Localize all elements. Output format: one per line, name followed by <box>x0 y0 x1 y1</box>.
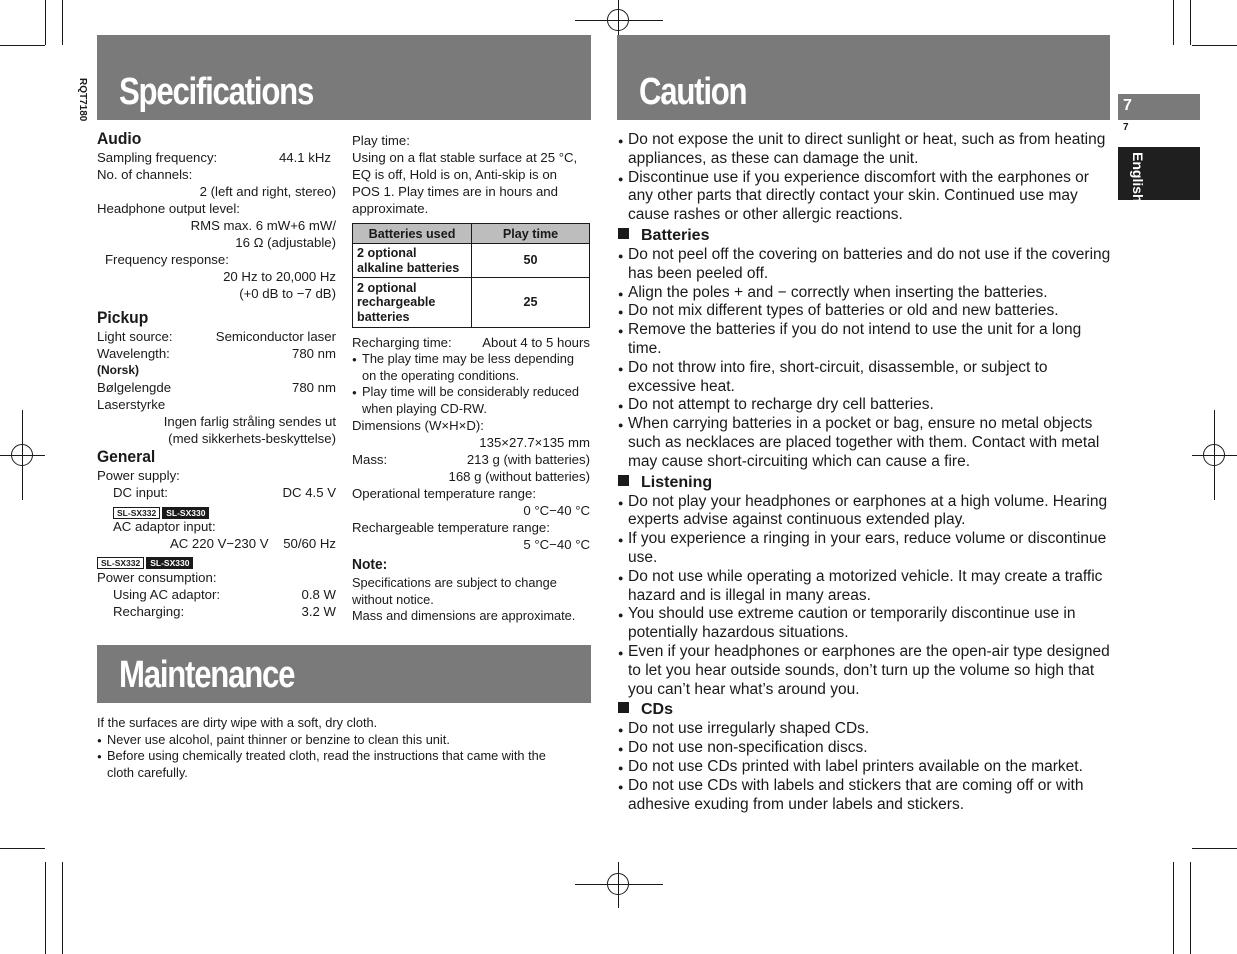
operational-temp-value: 0 °C−40 °C <box>523 503 590 518</box>
wavelength-row <box>97 345 336 362</box>
recharging-time-value: About 4 to 5 hours <box>482 335 590 350</box>
note-text: Mass and dimensions are approximate. <box>352 608 576 623</box>
caution-banner <box>617 35 1110 120</box>
note-text: without notice. <box>352 591 434 607</box>
time-cell: 25 <box>472 278 590 328</box>
using-ac-label: Using AC adaptor: <box>113 587 221 602</box>
rechargeable-temp-value: 5 °C−40 °C <box>523 537 590 552</box>
caution-item: ● Do not use non-specification discs. <box>618 739 1113 758</box>
mass-value: 168 g (without batteries) <box>448 469 590 484</box>
caution-item: ● If you experience a ringing in your ears, reduce volume or discontinue use. <box>618 530 1113 568</box>
caution-item: ● When carrying batteries in a pocket or bag, ensure no metal objects such as necklaces are placed together with them. Contact with metal may cause short-circuiting which can cause a fire. <box>618 415 1113 471</box>
dc-input-row <box>97 484 336 501</box>
crop-mark <box>0 45 45 46</box>
specifications-banner <box>97 35 591 120</box>
maintenance-bullet: ● Never use alcohol, paint thinner or benzine to clean this unit. <box>97 732 587 749</box>
maintenance-bullet <box>97 748 587 781</box>
play-time-desc: approximate. <box>352 201 429 216</box>
power-consumption-label: Power consumption: <box>97 570 217 585</box>
batteries-list <box>618 246 1113 472</box>
caution-item: ● Do not use irregularly shaped CDs. <box>618 720 1113 739</box>
battery-text: rechargeable <box>357 295 436 310</box>
crop-mark <box>62 862 63 954</box>
maintenance-body <box>97 715 587 781</box>
headphone-value: 16 Ω (adjustable) <box>235 235 336 250</box>
recharging-time-row <box>352 334 590 351</box>
caution-item: ● Do not use CDs printed with label printers available on the market. <box>618 758 1113 777</box>
model-badge: SL-SX332 <box>97 557 144 569</box>
operational-temp-label: Operational temperature range: <box>352 486 537 501</box>
cds-heading <box>618 700 1113 720</box>
maintenance-intro: If the surfaces are dirty wipe with a soft, dry cloth. <box>97 715 378 730</box>
dc-input-label: DC input: <box>113 485 168 500</box>
crop-mark <box>62 0 63 45</box>
recharging-time-label: Recharging time: <box>352 335 452 350</box>
section-square-icon <box>618 702 629 713</box>
battery-text: 2 optional <box>357 280 417 295</box>
note-text: when playing CD-RW. <box>362 400 487 416</box>
play-time-label: Play time: <box>352 133 410 148</box>
batteries-heading-text: Batteries <box>641 226 710 244</box>
general-heading: General <box>97 447 156 466</box>
battery-cell <box>353 244 472 278</box>
model-badge: SL-SX330 <box>146 557 193 569</box>
listening-list <box>618 493 1113 700</box>
page-number-small: 7 <box>1123 122 1129 133</box>
laserstyrke-value: (med sikkerhets-beskyttelse) <box>168 431 336 446</box>
channels-label: No. of channels: <box>97 167 193 182</box>
specs-right-column <box>352 132 590 625</box>
table-header-row <box>353 224 590 244</box>
table-row <box>353 244 590 278</box>
cds-list <box>618 720 1113 814</box>
play-time-table <box>352 223 590 328</box>
sampling-row <box>97 149 336 166</box>
language-label: English <box>1130 152 1146 203</box>
dc-input-value: DC 4.5 V <box>282 485 336 500</box>
note-text: Specifications are subject to change <box>352 575 557 590</box>
bolgelengde-value: 780 nm <box>292 380 336 395</box>
language-tab <box>1118 147 1200 203</box>
battery-cell <box>353 278 472 328</box>
audio-heading: Audio <box>97 129 142 148</box>
caution-item: ● Remove the batteries if you do not intend to use the unit for a long time. <box>618 321 1113 359</box>
play-time-desc: Using on a flat stable surface at 25 °C, <box>352 150 578 165</box>
wavelength-value: 780 nm <box>292 346 336 361</box>
registration-mark <box>607 9 629 31</box>
mass-row <box>352 451 590 468</box>
maintenance-bullet-text: cloth carefully. <box>107 764 188 780</box>
light-source-row <box>97 328 336 345</box>
using-ac-value: 0.8 W <box>301 587 336 602</box>
crop-mark <box>45 862 46 954</box>
play-time-desc: POS 1. Play times are in hours and <box>352 184 558 199</box>
maintenance-title: Maintenance <box>119 654 295 696</box>
note-text: The play time may be less depending <box>362 351 574 366</box>
recharging-value: 3.2 W <box>301 604 336 619</box>
caution-title: Caution <box>639 71 747 113</box>
document-code: RQT7180 <box>77 78 88 122</box>
crop-mark <box>1190 862 1191 954</box>
registration-mark <box>1203 444 1225 466</box>
maintenance-banner <box>97 645 591 703</box>
model-badge: SL-SX330 <box>162 507 209 519</box>
mass-label: Mass: <box>352 452 388 467</box>
battery-text: batteries <box>357 309 410 324</box>
play-time-note <box>352 351 590 384</box>
headphone-value: RMS max. 6 mW+6 mW/ <box>190 218 336 233</box>
page-number: 7 <box>1123 97 1132 114</box>
crop-mark <box>1173 862 1174 954</box>
battery-text: alkaline batteries <box>357 260 460 275</box>
specifications-title: Specifications <box>119 71 314 113</box>
note-text: Play time will be considerably reduced <box>362 384 579 399</box>
headphone-label: Headphone output level: <box>97 201 240 216</box>
bolgelengde-row <box>97 379 336 396</box>
caution-item: ● Do not expose the unit to direct sunlight or heat, such as from heating appliances, as these can damage the unit. <box>618 131 1113 169</box>
crop-mark <box>1192 45 1237 46</box>
specs-left-column <box>97 129 336 620</box>
using-ac-row <box>97 586 336 603</box>
crop-mark <box>45 0 46 45</box>
registration-mark <box>607 873 629 895</box>
caution-body <box>618 131 1113 814</box>
bolgelengde-label: Bølgelengde <box>97 380 172 395</box>
frequency-value: (+0 dB to −7 dB) <box>239 286 336 301</box>
listening-heading <box>618 473 1113 493</box>
recharging-label: Recharging: <box>113 604 185 619</box>
channels-value: 2 (left and right, stereo) <box>199 184 336 199</box>
power-supply-label: Power supply: <box>97 468 180 483</box>
pickup-heading: Pickup <box>97 308 149 327</box>
play-time-desc: EQ is off, Hold is on, Anti-skip is on <box>352 167 557 182</box>
caution-item: ● Do not peel off the covering on batteries and do not use if the covering has been peeled off. <box>618 246 1113 284</box>
note-heading: Note: <box>352 556 388 573</box>
model-badge: SL-SX332 <box>113 507 160 519</box>
mass-value: 213 g (with batteries) <box>466 452 590 467</box>
section-square-icon <box>618 475 629 486</box>
crop-mark <box>0 848 45 849</box>
laserstyrke-value: Ingen farlig stråling sendes ut <box>163 414 336 429</box>
dimensions-value: 135×27.7×135 mm <box>479 435 590 450</box>
batteries-heading <box>618 226 1113 246</box>
frequency-value: 20 Hz to 20,000 Hz <box>223 269 336 284</box>
model-badges <box>97 552 336 569</box>
ac-adaptor-value: AC 220 V−230 V 50/60 Hz <box>169 536 336 551</box>
caution-general-list <box>618 131 1113 225</box>
caution-item: ● Align the poles + and − correctly when inserting the batteries. <box>618 284 1113 303</box>
caution-item: ● Do not play your headphones or earphones at a high volume. Hearing experts advise against continuous extended play. <box>618 493 1113 531</box>
section-square-icon <box>618 228 629 239</box>
recharging-row <box>97 603 336 620</box>
caution-item: ● Do not mix different types of batteries or old and new batteries. <box>618 302 1113 321</box>
caution-item: ● Do not attempt to recharge dry cell batteries. <box>618 396 1113 415</box>
sampling-value: 44.1 kHz <box>278 150 331 165</box>
laserstyrke-label: Laserstyrke <box>97 397 166 412</box>
cds-heading-text: CDs <box>641 701 674 719</box>
registration-mark <box>11 444 33 466</box>
caution-item: ● Discontinue use if you experience discomfort with the earphones or any other parts that directly contact your skin. Continued use may cause rashes or other allergic reactions. <box>618 169 1113 225</box>
caution-item: ● Do not use CDs with labels and stickers that are coming off or with adhesive exuding from under labels and stickers. <box>618 777 1113 815</box>
crop-mark <box>1173 0 1174 45</box>
maintenance-bullet-text: Before using chemically treated cloth, read the instructions that came with the <box>107 748 546 763</box>
dimensions-label: Dimensions (W×H×D): <box>352 418 484 433</box>
battery-text: 2 optional <box>357 246 417 260</box>
ac-adaptor-label: AC adaptor input: <box>113 519 216 534</box>
page-number-tab <box>1118 94 1200 120</box>
table-row <box>353 278 590 328</box>
sampling-label: Sampling frequency: <box>97 150 218 165</box>
model-badges <box>97 501 336 518</box>
crop-mark <box>1192 848 1237 849</box>
wavelength-label: Wavelength: <box>97 346 170 361</box>
listening-heading-text: Listening <box>641 473 713 491</box>
time-cell: 50 <box>472 244 590 278</box>
norsk-label: (Norsk) <box>97 363 140 377</box>
play-time-note <box>352 384 590 417</box>
caution-item: ● Even if your headphones or earphones are the open-air type designed to let you hear outside sounds, don’t turn up the volume so high that you can’t hear what’s around you. <box>618 643 1113 699</box>
caution-item: ● Do not use while operating a motorized vehicle. It may create a traffic hazard and is illegal in many areas. <box>618 568 1113 606</box>
light-source-value: Semiconductor laser <box>215 329 336 344</box>
caution-item: ● You should use extreme caution or temporarily discontinue use in potentially hazardous situations. <box>618 605 1113 643</box>
light-source-label: Light source: <box>97 329 173 344</box>
rechargeable-temp-label: Rechargeable temperature range: <box>352 520 550 535</box>
caution-item: ● Do not throw into fire, short-circuit, disassemble, or subject to excessive heat. <box>618 359 1113 397</box>
frequency-label: Frequency response: <box>105 252 229 267</box>
crop-mark <box>1190 0 1191 45</box>
table-header: Play time <box>472 224 590 244</box>
table-header: Batteries used <box>353 224 472 244</box>
note-text: on the operating conditions. <box>362 367 520 383</box>
